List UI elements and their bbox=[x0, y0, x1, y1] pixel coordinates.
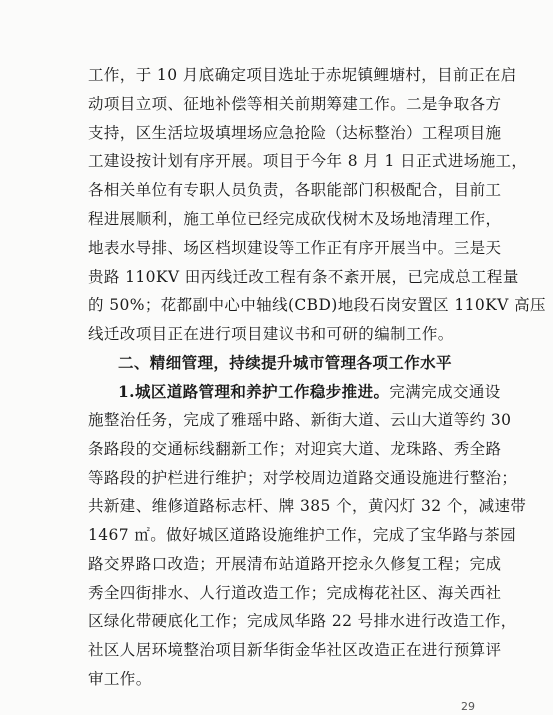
subsection-first-line bbox=[118, 380, 501, 404]
page-number: 29 bbox=[461, 700, 475, 713]
body-text-line: 程进展顺利，施工单位已经完成砍伐树木及场地清理工作， bbox=[88, 210, 502, 228]
body-text-line: 各相关单位有专职人员负责，各职能部门积极配合，目前工 bbox=[88, 181, 502, 199]
body-text-line: 贵路 110KV 田丙线迁改工程有条不紊开展，已完成总工程量 bbox=[88, 268, 519, 286]
body-text-line: 条路段的交通标线翻新工作；对迎宾大道、龙珠路、秀全路 bbox=[88, 440, 502, 458]
subsection-title: 1.城区道路管理和养护工作稳步推进。 bbox=[118, 382, 390, 401]
body-text-line: 工建设按计划有序开展。项目于今年 8 月 1 日正式进场施工， bbox=[88, 152, 528, 170]
body-text-line: 线迁改项目正在进行项目建议书和可研的编制工作。 bbox=[88, 325, 454, 343]
body-text-line: 审工作。 bbox=[88, 670, 152, 688]
body-text-line: 支持，区生活垃圾填埋场应急抢险（达标整治）工程项目施 bbox=[88, 124, 502, 142]
body-text-line: 1467 ㎡。做好城区道路设施维护工作，完成了宝华路与茶园 bbox=[88, 526, 516, 544]
section-heading: 二、精细管理，持续提升城市管理各项工作水平 bbox=[118, 353, 452, 372]
body-text-line: 秀全四街排水、人行道改造工作；完成梅花社区、海关西社 bbox=[88, 584, 502, 602]
body-text-line: 动项目立项、征地补偿等相关前期筹建工作。二是争取各方 bbox=[88, 95, 502, 113]
body-text-line: 社区人居环境整治项目新华街金华社区改造正在进行预算评 bbox=[88, 641, 502, 659]
body-text-line: 的 50%；花都副中心中轴线(CBD)地段石岗安置区 110KV 高压 bbox=[88, 296, 546, 314]
body-text-line: 共新建、维修道路标志杆、牌 385 个，黄闪灯 32 个，减速带 bbox=[88, 497, 527, 515]
body-text-line: 路交界路口改造；开展清布站道路开挖永久修复工程；完成 bbox=[88, 555, 502, 573]
body-text-line: 施整治任务，完成了雅瑶中路、新街大道、云山大道等约 30 bbox=[88, 411, 512, 429]
subsection-first-line-text: 完满完成交通设 bbox=[389, 383, 501, 401]
body-text-line: 等路段的护栏进行维护；对学校周边道路交通设施进行整治； bbox=[88, 469, 518, 487]
body-text-line: 区绿化带硬底化工作；完成凤华路 22 号排水进行改造工作， bbox=[88, 612, 517, 630]
body-text-line: 地表水导排、场区档坝建设等工作正有序开展当中。三是天 bbox=[88, 239, 502, 257]
body-text-line: 工作，于 10 月底确定项目选址于赤坭镇鲤塘村，目前正在启 bbox=[88, 66, 517, 84]
